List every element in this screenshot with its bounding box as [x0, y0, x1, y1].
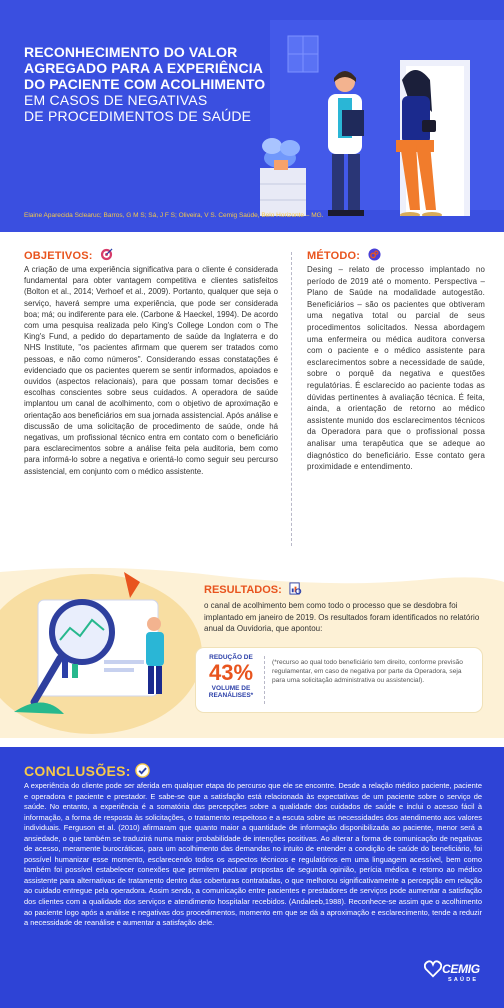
- hospital-illustration: [250, 20, 504, 232]
- cemig-saude-logo: [424, 958, 484, 998]
- stat-note: (*recurso ao qual todo beneficiário tem direito, conforme previsão regulamentar, em caso de negativa por parte da Operadora, seja para uma solicitação administrativa ou assistencial).: [272, 659, 463, 684]
- gears-icon: [368, 248, 381, 261]
- logo-sub: SAÚDE: [448, 977, 479, 983]
- title-line-5: DE PROCEDIMENTOS DE SAÚDE: [24, 108, 252, 124]
- objetivos-section: [24, 246, 278, 477]
- target-icon: [100, 248, 113, 261]
- header-banner: [0, 0, 504, 232]
- objetivos-title: OBJETIVOS:: [24, 250, 93, 262]
- resultados-section: [204, 580, 484, 635]
- title-line-4: EM CASOS DE NEGATIVAS: [24, 92, 208, 108]
- stat-block: [202, 654, 260, 699]
- check-circle-icon: [135, 763, 150, 778]
- magnifier-illustration: [4, 562, 194, 738]
- stat-divider: [264, 656, 265, 704]
- logo-word: CEMIG: [442, 962, 480, 976]
- objetivos-text: A criação de uma experiência significativa para o cliente é considerada fundamental para obter vantagem competitiva e clientes satisfeitos (Bolton et al., 2014; Verhoef et al., 2009). Portanto, qualquer que seja o serviço, haverá sempre uma experiência, que pode ser considerada boa; má; ou indiferente para ele. (Carbone & Haeckel, 1994). De acordo com uma pesquisa realizada pelo King's College London com o The King's Fund, a pedido do departamento de saúde da Inglaterra e do NHS Institute, "os pacientes afirmam que querem ser tratados como pessoas, e não como números". Considerando essas constatações é evidenciado que os pacientes querem se sentir informados, apoiados e ouvidos (aspectos relacionais), para que possam tomar decisões e escolhas conscientes sobre seus cuidados. A operadora de saúde implantou um canal de acolhimento, com o objetivo de aproximação e orientação aos beneficiários em sua jornada assistencial. Após análise e discussão de uma solicitação de procedimento de saúde, onde há negativas, um profissional técnico entra em contato com o beneficiário para esclarecimentos sobre a análise feita pela auditoria, bem como para informá-lo sobre a negativa e orientá-lo como seguir seu percurso assistencial, em conjunto com o médico assistente.: [24, 265, 278, 476]
- stat-card: [196, 648, 482, 712]
- conclusoes-text: A experiência do cliente pode ser aferida em qualquer etapa do percurso que ele se encontre. Desde a relação médico paciente, paciente e operadora e paciente e prestador. E sabe-se que a satisfação está relacionada às expectativas de um paciente sobre o serviço de saúde. No entanto, a experiência é a somatória das percepções sobre a qualidade dos cuidados de saúde e inclui o acesso fácil à informação, a forma de resposta às solicitações, o tratamento respeitoso e a escuta sobre as necessidades dos atendimento aos valores individuais. Ferguson et al. (2010) afirmaram que quanto maior a quantidade de informação disponibilizada ao paciente, menor será a ansiedade, o que também se traduzirá numa maior probabilidade de intenções positivas. Ao alterar a forma de comunicação de negativas de acesso, meramente burocráticas, para um acolhimento das demandas no intuito de entender a condição de saúde do beneficiário, foi possível humanizar esse momento, esclarecendo todos os aspectos técnicos e regulatórios em uma linguagem acessível, bem como também foi possível estabelecer conexões que permitem pactuar propostas de segunda opinião, perícia médica e retorno ao médico assistente para alternativas de tratamento dentro das coberturas contratadas, o que melhorou significativamente a percepção em relação ao cuidado entregue pela operadora. Assim sendo, a comunicação entre pacientes e prestadores de serviços pode aumentar a satisfação dos clientes com a qualidade dos serviços e atendimento hospitalar recebidos. (Andaleeb,1988). Reconhece-se assim que o acolhimento ao paciente logo após a análise e negativas dos procedimentos, momento em que se dá a aproximação e esclarecimento, tende a reduzir a necessidade de reanálise e aumentar a satisfação dele.: [24, 781, 482, 928]
- metodo-title: MÉTODO:: [307, 250, 361, 262]
- conclusoes-title: CONCLUSÕES:: [24, 763, 131, 779]
- heart-logo-icon: [424, 960, 442, 978]
- report-icon: [289, 582, 302, 595]
- conclusoes-title-row: [24, 763, 150, 779]
- stat-label-top: REDUÇÃO DE: [209, 654, 253, 661]
- resultados-title: RESULTADOS:: [204, 584, 282, 596]
- title-line-2: AGREGADO PARA A EXPERIÊNCIA: [24, 60, 263, 76]
- poster-title: [24, 44, 284, 124]
- authors-line: Elaine Aparecida Sclearuc; Barros, G M S; Sá, J F S; Oliveira, V S. Cemig Saúde, Belo Horizonte – MG.: [24, 212, 324, 219]
- title-line-3: DO PACIENTE COM ACOLHIMENTO: [24, 76, 266, 92]
- column-divider: [291, 252, 292, 546]
- stat-value: 43%: [208, 660, 254, 685]
- metodo-section: [307, 246, 485, 473]
- metodo-text: Desing – relato de processo implantado no período de 2019 até o momento. Perspectiva – Plano de Saúde na modalidade autogestão. Beneficiários – são os pacientes que obtiveram uma negativa total ou parcial de seus procedimentos solicitados. Nessa abordagem uma enfermeira ou médica auditora conversa com o paciente e o médico assistente para esclarecimentos sobre a necessidade de saúde, sobre o porquê da negativa e questões regulatórias. É esclarecido ao paciente todas as dúvidas pertinentes à avaliação técnica. É feita, ainda, a orientação de retorno ao médico assistente munido dos esclarecimentos técnicos da Operadora para que o profissional possa analisar uma terapêutica que se adeque ao diagnóstico do beneficiário. Esse contato gera proximidade e entendimento.: [307, 265, 485, 472]
- title-line-1: RECONHECIMENTO DO VALOR: [24, 44, 238, 60]
- resultados-text: o canal de acolhimento bem como todo o processo que se desdobra foi implantado em janeiro de 2019. Os resultados foram identificados no relatório anual da Ouvidoria, que apontou:: [204, 601, 480, 633]
- stat-label-bottom: VOLUME DE REANÁLISES*: [208, 685, 254, 699]
